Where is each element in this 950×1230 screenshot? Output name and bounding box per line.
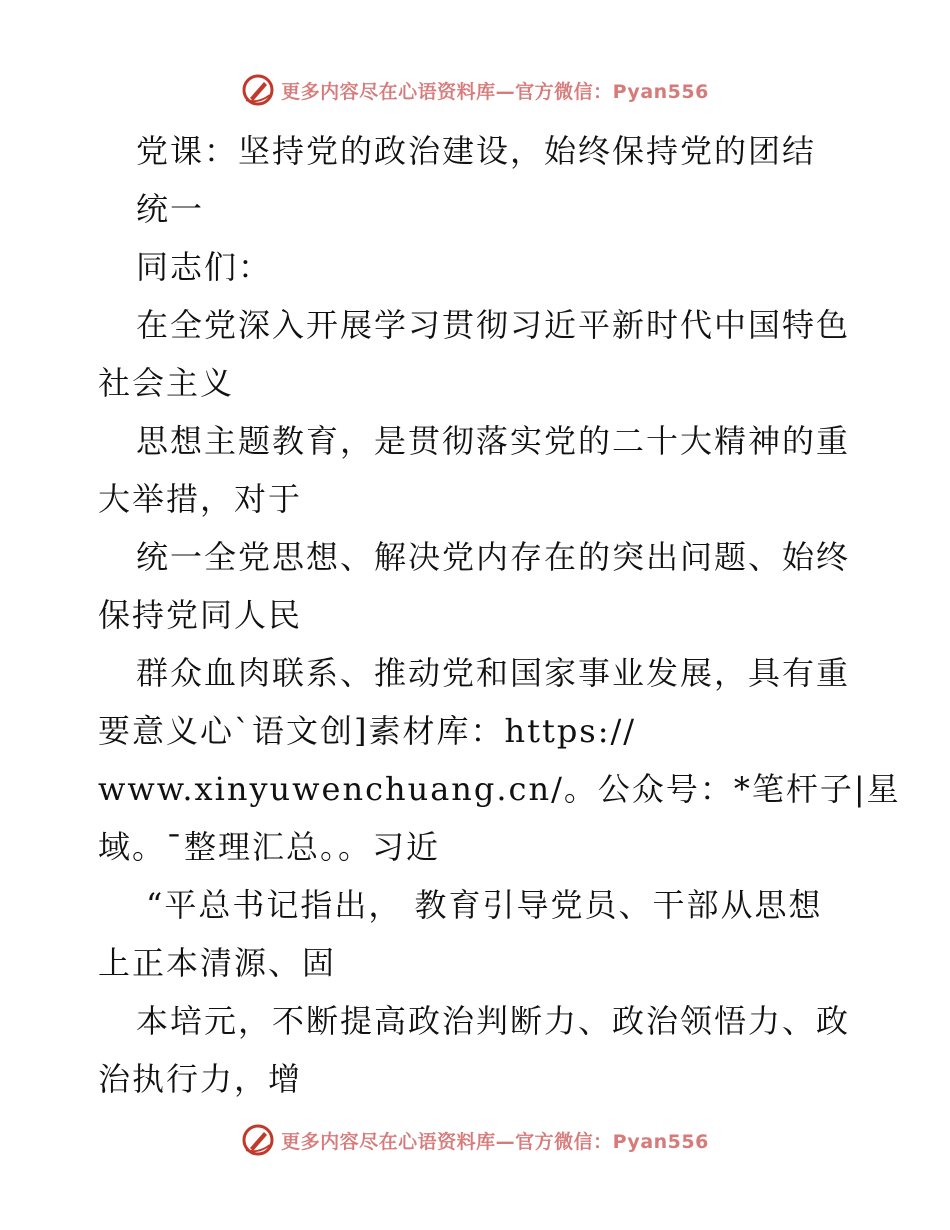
doc-salutation: 同志们：	[136, 248, 273, 286]
doc-line: 思想主题教育，是贯彻落实党的二十大精神的重	[136, 422, 851, 460]
footer-banner	[0, 1120, 950, 1160]
doc-line: 治执行力，增	[98, 1060, 303, 1098]
header-banner	[0, 70, 950, 110]
doc-line: www.xinyuwenchuang.cn/。公众号：*笔杆子|星	[98, 770, 901, 808]
doc-line: 要意义心`语文创]素材库：https://	[98, 712, 637, 750]
doc-line: 在全党深入开展学习贯彻习近平新时代中国特色	[136, 306, 851, 344]
doc-line: 统一全党思想、解决党内存在的突出问题、始终	[136, 538, 851, 576]
doc-line: “平总书记指出， 教育引导党员、干部从思想	[146, 886, 823, 924]
document-body	[98, 122, 901, 1108]
doc-title-line-1: 党课：坚持党的政治建设，始终保持党的团结	[136, 132, 817, 170]
doc-line: 大举措，对于	[98, 480, 303, 518]
pen-circle-logo-icon	[241, 73, 275, 107]
header-banner-text: 更多内容尽在心语资料库—官方微信：Pyan556	[281, 80, 709, 103]
doc-line: 上正本清源、固	[98, 944, 337, 982]
doc-title-line-2: 统一	[136, 190, 205, 228]
footer-banner-text: 更多内容尽在心语资料库—官方微信：Pyan556	[281, 1130, 709, 1153]
doc-line: 群众血肉联系、推动党和国家事业发展，具有重	[136, 654, 851, 692]
doc-line: 本培元，不断提高政治判断力、政治领悟力、政	[136, 1002, 851, 1040]
doc-line: 社会主义	[98, 364, 235, 402]
doc-line: 保持党同人民	[98, 596, 303, 634]
doc-line: 域。¯整理汇总。。习近	[98, 828, 441, 866]
pen-circle-logo-icon	[241, 1123, 275, 1157]
